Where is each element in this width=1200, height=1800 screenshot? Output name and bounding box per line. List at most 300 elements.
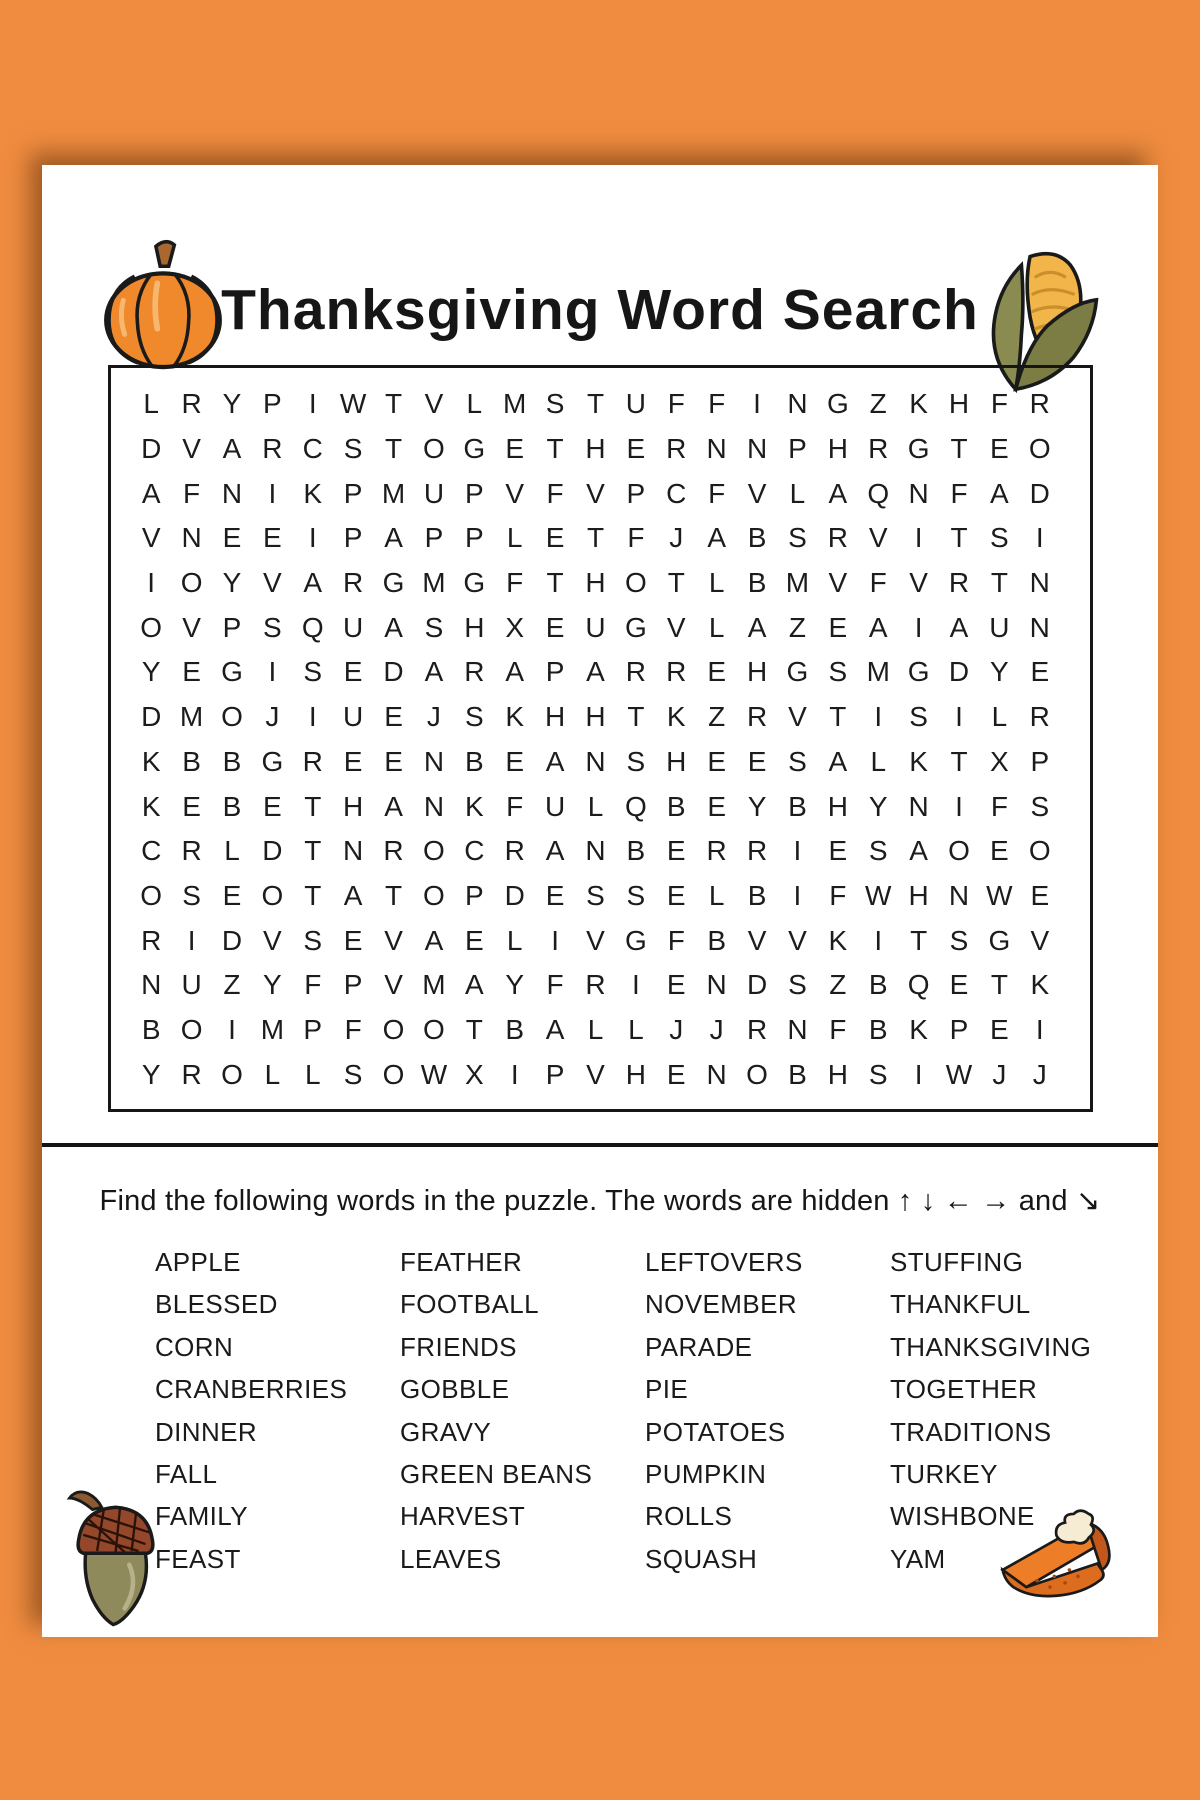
grid-cell: H <box>585 567 606 599</box>
grid-cell: F <box>344 1013 362 1045</box>
word-list-item: NOVEMBER <box>645 1289 798 1320</box>
grid-cell: A <box>545 745 565 777</box>
grid-cell: E <box>828 835 848 867</box>
grid-cell: I <box>1035 522 1044 554</box>
grid-cell: F <box>506 790 524 822</box>
grid-cell: S <box>909 701 928 733</box>
word-list-item: PUMPKIN <box>645 1459 767 1490</box>
grid-cell: L <box>304 1058 321 1090</box>
grid-cell: E <box>666 1058 686 1090</box>
grid-cell: T <box>910 924 928 956</box>
grid-cell: T <box>950 745 968 777</box>
grid-cell: E <box>384 701 403 733</box>
grid-cell: E <box>707 790 726 822</box>
word-list-item: CRANBERRIES <box>155 1374 348 1405</box>
grid-cell: E <box>343 924 363 956</box>
grid-cell: K <box>828 924 848 956</box>
grid-cell: O <box>221 701 243 733</box>
grid-cell: Q <box>907 969 930 1001</box>
grid-cell: L <box>466 388 483 420</box>
word-list-item: ROLLS <box>645 1501 733 1532</box>
word-list-item: DINNER <box>155 1416 258 1447</box>
grid-cell: V <box>586 924 605 956</box>
grid-cell: Q <box>624 790 647 822</box>
word-list-column <box>400 1241 645 1580</box>
grid-cell: A <box>949 611 969 643</box>
grid-cell: B <box>222 790 242 822</box>
grid-cell: H <box>948 388 970 420</box>
grid-cell: F <box>869 567 887 599</box>
grid-cell: G <box>624 611 647 643</box>
grid-cell: O <box>140 879 163 911</box>
grid-cell: M <box>503 388 527 420</box>
grid-cell: R <box>181 835 202 867</box>
grid-cell: C <box>141 835 162 867</box>
grid-cell: J <box>992 1058 1007 1090</box>
grid-cell: L <box>708 611 725 643</box>
grid-cell: O <box>140 611 163 643</box>
grid-cell: L <box>628 1013 644 1045</box>
grid-cell: B <box>868 1013 888 1045</box>
grid-cell: B <box>747 522 767 554</box>
grid-cell: E <box>990 835 1009 867</box>
grid-cell: F <box>950 477 968 509</box>
grid-cell: D <box>1029 477 1050 509</box>
grid-cell: H <box>625 1058 646 1090</box>
grid-cell: U <box>989 611 1010 643</box>
grid-cell: I <box>874 701 883 733</box>
grid-cell: I <box>955 790 963 822</box>
grid-cell: H <box>585 433 606 465</box>
grid-cell: O <box>382 1013 405 1045</box>
grid-cell: E <box>464 924 484 956</box>
grid-cell: V <box>384 924 403 956</box>
grid-cell: B <box>505 1013 525 1045</box>
word-list-item: FAMILY <box>155 1501 248 1532</box>
grid-cell: U <box>343 611 364 643</box>
grid-cell: K <box>909 388 928 420</box>
grid-cell: A <box>747 611 767 643</box>
grid-cell: U <box>625 388 646 420</box>
grid-cell: K <box>303 477 323 509</box>
grid-cell: S <box>626 879 646 911</box>
grid-cell: B <box>141 1013 161 1045</box>
grid-cell: B <box>182 745 201 777</box>
grid-cell: T <box>950 522 968 554</box>
grid-cell: R <box>181 388 202 420</box>
grid-cell: G <box>907 656 930 688</box>
grid-cell: Z <box>788 611 806 643</box>
grid-cell: F <box>829 1013 847 1045</box>
grid-cell: V <box>141 522 161 554</box>
grid-cell: T <box>586 388 605 420</box>
grid-cell: K <box>1030 969 1050 1001</box>
grid-cell: O <box>423 1013 445 1045</box>
grid-cell: R <box>302 745 323 777</box>
grid-cell: T <box>384 879 403 911</box>
grid-cell: G <box>988 924 1011 956</box>
grid-cell: U <box>343 701 364 733</box>
word-list-item: APPLE <box>155 1247 241 1277</box>
grid-cell: V <box>586 1058 605 1090</box>
grid-cell: S <box>788 969 807 1001</box>
grid-cell: W <box>339 388 367 420</box>
grid-cell: Y <box>141 1058 161 1090</box>
grid-cell: V <box>182 433 201 465</box>
grid-cell: O <box>221 1058 243 1090</box>
grid-cell: X <box>464 1058 484 1090</box>
grid-cell: A <box>424 656 444 688</box>
grid-cell: U <box>423 477 445 509</box>
grid-cell: P <box>1030 745 1050 777</box>
grid-cell: I <box>268 656 277 688</box>
grid-cell: G <box>786 656 809 688</box>
grid-cell: K <box>909 1013 928 1045</box>
grid-cell: S <box>343 1058 363 1090</box>
grid-cell: D <box>262 835 283 867</box>
grid-cell: I <box>308 388 317 420</box>
section-divider <box>42 1143 1158 1147</box>
grid-cell: D <box>746 969 768 1001</box>
grid-cell: E <box>990 433 1009 465</box>
word-list-column <box>645 1241 890 1580</box>
grid-cell: E <box>1030 656 1050 688</box>
grid-cell: B <box>747 567 767 599</box>
word-list-item: POTATOES <box>645 1416 786 1447</box>
grid-cell: B <box>626 835 646 867</box>
grid-cell: S <box>586 879 605 911</box>
grid-cell: R <box>868 433 889 465</box>
grid-cell: Z <box>223 969 241 1001</box>
grid-cell: I <box>914 611 923 643</box>
grid-cell: E <box>666 879 686 911</box>
grid-cell: H <box>343 790 364 822</box>
grid-cell: B <box>464 745 484 777</box>
grid-cell: R <box>746 835 768 867</box>
grid-cell: Y <box>747 790 767 822</box>
grid-cell: E <box>222 879 242 911</box>
grid-cell: N <box>423 790 445 822</box>
grid-cell: Z <box>829 969 847 1001</box>
grid-cell: P <box>464 477 484 509</box>
grid-cell: K <box>141 745 161 777</box>
grid-cell: G <box>463 567 486 599</box>
grid-cell: K <box>464 790 484 822</box>
grid-cell: H <box>464 611 485 643</box>
grid-cell: N <box>787 1013 808 1045</box>
grid-cell: R <box>141 924 162 956</box>
grid-cell: N <box>948 879 970 911</box>
grid-cell: P <box>545 656 565 688</box>
grid-cell: N <box>423 745 445 777</box>
grid-cell: E <box>545 879 565 911</box>
grid-cell: S <box>263 611 282 643</box>
grid-cell: F <box>546 477 564 509</box>
grid-cell: R <box>464 656 485 688</box>
grid-cell: Q <box>867 477 890 509</box>
word-list-item: GOBBLE <box>400 1374 510 1405</box>
grid-cell: V <box>586 477 605 509</box>
grid-cell: I <box>793 879 802 911</box>
pumpkin-pie-icon <box>994 1503 1134 1611</box>
grid-cell: S <box>424 611 444 643</box>
grid-cell: E <box>343 656 363 688</box>
grid-cell: L <box>991 701 1008 733</box>
grid-cell: F <box>829 879 847 911</box>
grid-cell: P <box>464 879 484 911</box>
grid-cell: A <box>222 433 242 465</box>
grid-cell: D <box>383 656 404 688</box>
grid-cell: D <box>948 656 970 688</box>
grid-cell: W <box>420 1058 448 1090</box>
instructions-text: Find the following words in the puzzle. The words are hidden ↑ ↓ ← → and ↘ <box>99 1185 1101 1217</box>
grid-cell: G <box>624 924 647 956</box>
grid-cell: T <box>586 522 605 554</box>
grid-cell: B <box>707 924 726 956</box>
grid-cell: R <box>383 835 404 867</box>
grid-cell: N <box>221 477 243 509</box>
grid-cell: F <box>546 969 564 1001</box>
grid-cell: E <box>384 745 403 777</box>
word-list-item: GRAVY <box>400 1416 492 1447</box>
grid-cell: I <box>753 388 761 420</box>
grid-cell: J <box>709 1013 724 1045</box>
grid-cell: G <box>382 567 405 599</box>
word-list-item: FALL <box>155 1459 218 1490</box>
grid-cell: A <box>990 477 1009 509</box>
grid-cell: K <box>505 701 525 733</box>
grid-cell: I <box>308 701 317 733</box>
grid-cell: I <box>551 924 559 956</box>
grid-cell: P <box>343 522 363 554</box>
grid-cell: I <box>631 969 640 1001</box>
grid-cell: I <box>147 567 156 599</box>
grid-cell: V <box>505 477 525 509</box>
grid-cell: A <box>909 835 928 867</box>
grid-cell: E <box>666 969 686 1001</box>
grid-cell: E <box>949 969 969 1001</box>
grid-cell: I <box>510 1058 519 1090</box>
word-list-item: FOOTBALL <box>400 1289 540 1320</box>
word-list-item: LEAVES <box>400 1543 502 1574</box>
grid-cell: E <box>626 433 646 465</box>
word-list-item: PARADE <box>645 1331 753 1362</box>
grid-cell: E <box>828 611 848 643</box>
grid-cell: G <box>907 433 930 465</box>
grid-cell: R <box>262 433 283 465</box>
grid-cell: I <box>1035 1013 1044 1045</box>
grid-cell: F <box>708 388 726 420</box>
grid-cell: L <box>264 1058 281 1090</box>
grid-cell: V <box>384 969 403 1001</box>
grid-cell: P <box>626 477 646 509</box>
grid-cell: N <box>181 522 202 554</box>
word-list-item: YAM <box>890 1543 946 1574</box>
word-list-item: STUFFING <box>890 1247 1024 1277</box>
word-list-item: FEATHER <box>400 1247 523 1277</box>
grid-cell: A <box>828 477 848 509</box>
grid-cell: A <box>707 522 726 554</box>
grid-cell: R <box>625 656 646 688</box>
grid-cell: H <box>585 701 606 733</box>
grid-cell: A <box>545 1013 565 1045</box>
grid-cell: I <box>187 924 196 956</box>
grid-cell: Y <box>141 656 161 688</box>
grid-cell: B <box>788 1058 807 1090</box>
grid-cell: A <box>586 656 605 688</box>
grid-cell: H <box>827 1058 848 1090</box>
grid-cell: R <box>746 1013 768 1045</box>
grid-cell: V <box>788 924 807 956</box>
grid-cell: M <box>381 477 406 509</box>
grid-cell: Q <box>301 611 324 643</box>
grid-cell: O <box>423 835 445 867</box>
grid-cell: L <box>870 745 887 777</box>
grid-cell: A <box>384 611 403 643</box>
grid-cell: E <box>182 656 201 688</box>
grid-cell: P <box>788 433 807 465</box>
grid-cell: M <box>260 1013 285 1045</box>
grid-cell: I <box>268 477 277 509</box>
grid-cell: J <box>426 701 441 733</box>
grid-cell: E <box>707 745 726 777</box>
word-list-item: THANKFUL <box>890 1289 1031 1320</box>
grid-cell: G <box>221 656 243 688</box>
grid-cell: Y <box>505 969 525 1001</box>
grid-cell: N <box>1029 611 1050 643</box>
grid-cell: R <box>827 522 848 554</box>
grid-cell: C <box>302 433 323 465</box>
grid-cell: O <box>948 835 970 867</box>
grid-cell: T <box>304 879 322 911</box>
grid-cell: V <box>747 477 767 509</box>
grid-cell: T <box>384 433 403 465</box>
grid-cell: R <box>343 567 364 599</box>
grid-cell: I <box>228 1013 236 1045</box>
grid-cell: O <box>624 567 647 599</box>
grid-cell: N <box>706 1058 727 1090</box>
grid-cell: V <box>263 924 282 956</box>
grid-cell: I <box>793 835 802 867</box>
grid-cell: T <box>546 567 564 599</box>
grid-cell: O <box>180 1013 203 1045</box>
grid-cell: P <box>949 1013 969 1045</box>
grid-cell: B <box>222 745 242 777</box>
grid-cell: L <box>143 388 159 420</box>
grid-cell: N <box>1029 567 1050 599</box>
grid-cell: P <box>263 388 282 420</box>
grid-cell: T <box>304 835 322 867</box>
grid-cell: V <box>263 567 282 599</box>
grid-cell: S <box>1030 790 1050 822</box>
grid-cell: A <box>141 477 161 509</box>
grid-cell: F <box>708 477 726 509</box>
grid-cell: F <box>627 522 645 554</box>
grid-cell: M <box>179 701 204 733</box>
grid-cell: D <box>141 701 162 733</box>
grid-cell: E <box>990 1013 1009 1045</box>
grid-cell: E <box>182 790 201 822</box>
worksheet-card <box>42 165 1158 1637</box>
grid-cell: S <box>464 701 484 733</box>
word-list-item: TOGETHER <box>890 1374 1038 1405</box>
grid-cell: X <box>990 745 1009 777</box>
word-list-item: GREEN BEANS <box>400 1459 593 1490</box>
page-title: Thanksgiving Word Search <box>221 278 979 342</box>
grid-cell: T <box>990 567 1008 599</box>
word-list-item: FEAST <box>155 1543 241 1574</box>
grid-cell: E <box>747 745 767 777</box>
grid-cell: S <box>545 388 565 420</box>
grid-cell: M <box>866 656 890 688</box>
grid-cell: Z <box>869 388 887 420</box>
grid-cell: S <box>990 522 1009 554</box>
grid-cell: V <box>788 701 807 733</box>
word-list <box>155 1241 1135 1580</box>
grid-cell: X <box>505 611 525 643</box>
grid-cell: H <box>827 433 848 465</box>
grid-cell: J <box>669 1013 684 1045</box>
grid-cell: R <box>585 969 606 1001</box>
grid-cell: E <box>666 835 686 867</box>
grid-cell: R <box>666 656 687 688</box>
grid-cell: Y <box>222 567 242 599</box>
grid-cell: E <box>505 433 525 465</box>
grid-cell: A <box>343 879 363 911</box>
grid-cell: P <box>343 477 363 509</box>
grid-cell: N <box>585 835 606 867</box>
grid-cell: F <box>304 969 322 1001</box>
grid-cell: L <box>506 522 523 554</box>
grid-cell: T <box>627 701 645 733</box>
grid-cell: L <box>587 790 604 822</box>
grid-cell: R <box>746 701 768 733</box>
word-list-item: SQUASH <box>645 1543 758 1574</box>
grid-cell: R <box>706 835 727 867</box>
grid-cell: I <box>874 924 883 956</box>
grid-cell: T <box>667 567 685 599</box>
grid-cell: C <box>666 477 687 509</box>
grid-cell: S <box>788 522 807 554</box>
grid-cell: B <box>747 879 767 911</box>
grid-cell: S <box>868 835 888 867</box>
grid-cell: C <box>464 835 485 867</box>
grid-cell: Y <box>263 969 282 1001</box>
word-list-item: TURKEY <box>890 1459 998 1490</box>
grid-cell: R <box>1029 701 1050 733</box>
grid-cell: W <box>945 1058 973 1090</box>
grid-cell: Z <box>708 701 726 733</box>
grid-cell: P <box>545 1058 565 1090</box>
grid-cell: O <box>261 879 284 911</box>
grid-cell: I <box>914 522 923 554</box>
grid-cell: P <box>222 611 242 643</box>
word-list-item: PIE <box>645 1374 689 1405</box>
grid-cell: V <box>868 522 888 554</box>
grid-cell: H <box>908 879 929 911</box>
grid-cell: P <box>303 1013 323 1045</box>
grid-cell: M <box>422 969 446 1001</box>
grid-cell: A <box>828 745 848 777</box>
grid-cell: K <box>666 701 686 733</box>
grid-cell: H <box>544 701 566 733</box>
grid-cell: O <box>1028 835 1051 867</box>
grid-cell: N <box>787 388 808 420</box>
grid-cell: R <box>948 567 970 599</box>
grid-cell: V <box>424 388 444 420</box>
grid-cell: P <box>424 522 444 554</box>
grid-cell: T <box>465 1013 483 1045</box>
